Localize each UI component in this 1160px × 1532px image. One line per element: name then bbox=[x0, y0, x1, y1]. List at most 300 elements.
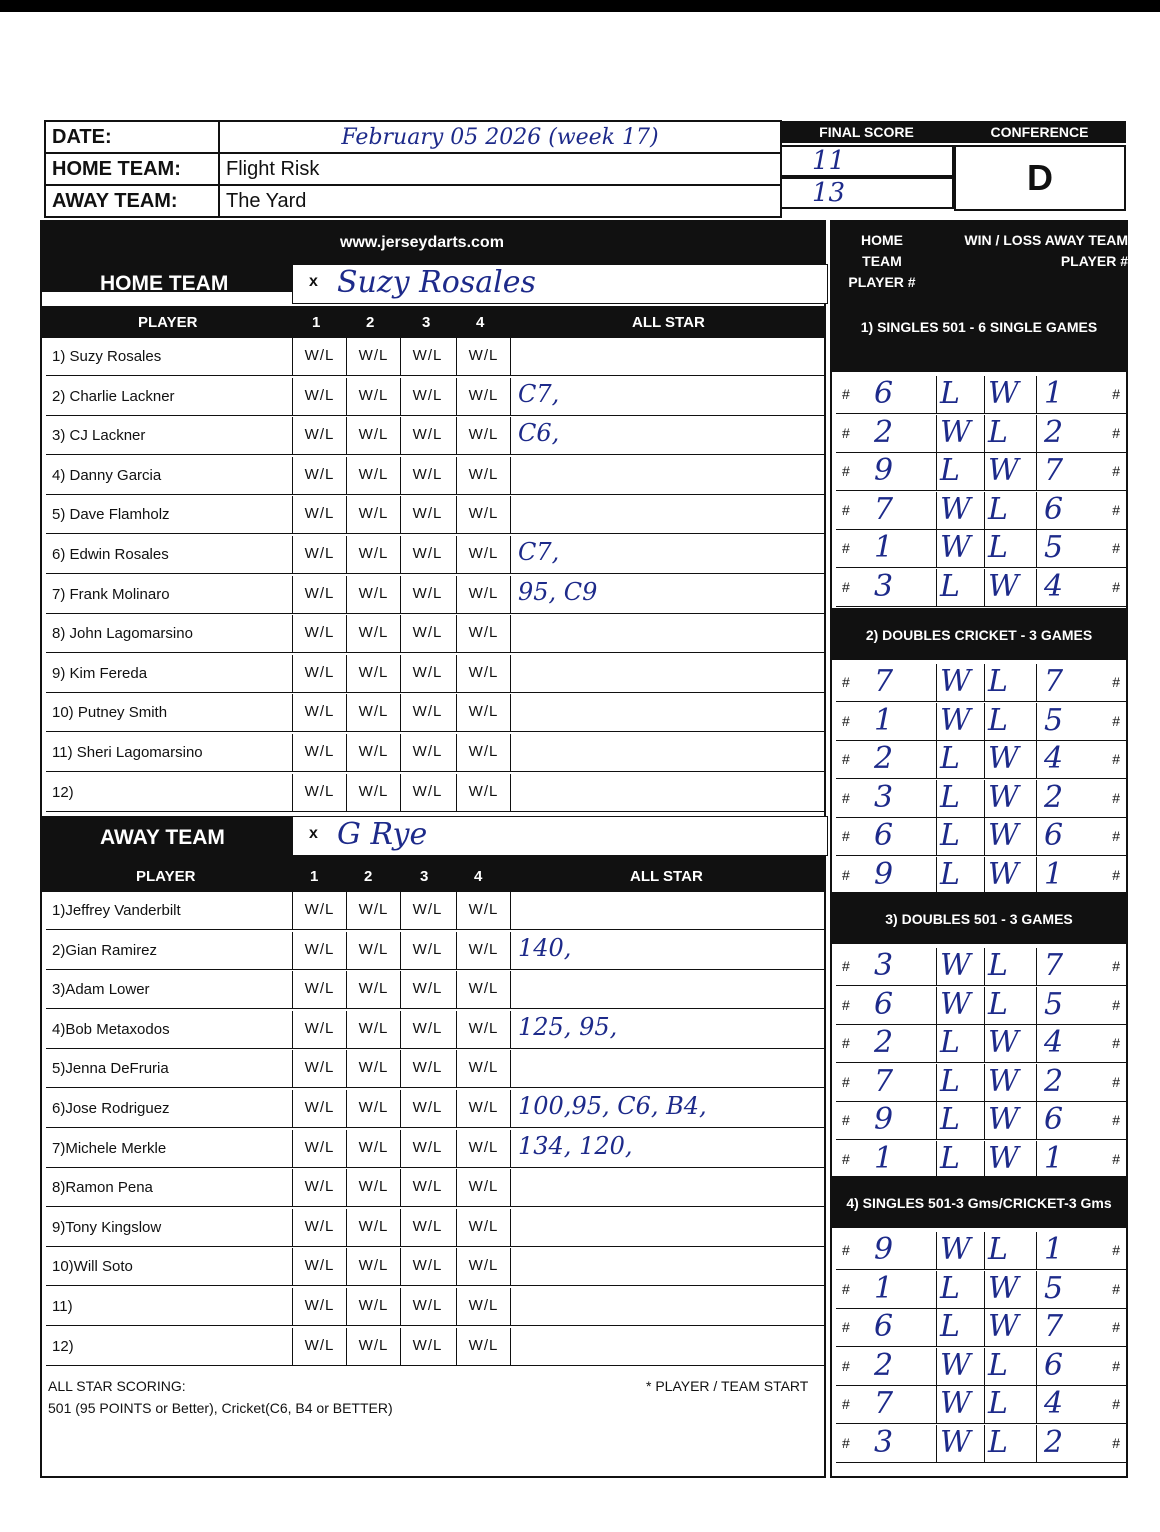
allstar-entry: 140, bbox=[518, 933, 572, 962]
home-result: L bbox=[940, 1270, 960, 1306]
column-divider bbox=[936, 415, 937, 453]
allstar-entry: C7, bbox=[518, 379, 560, 408]
hash-away: # bbox=[1112, 1242, 1120, 1258]
allstar-scoring-rule: 501 (95 POINTS or Better), Cricket(C6, B4 or BETTER) bbox=[48, 1400, 393, 1416]
away-signature-box bbox=[292, 816, 828, 856]
player-name: 11) Sheri Lagomarsino bbox=[52, 744, 203, 761]
away-player-num: 6 bbox=[1044, 491, 1064, 527]
final-score-label: FINAL SCORE bbox=[819, 124, 914, 140]
hash-away: # bbox=[1112, 386, 1120, 402]
home-result: L bbox=[940, 376, 960, 411]
hash-home: # bbox=[842, 1073, 850, 1090]
player-name: 3)Adam Lower bbox=[52, 981, 150, 999]
site-url: www.jerseydarts.com bbox=[340, 234, 504, 251]
game-3-result[interactable]: W/L bbox=[400, 457, 454, 495]
game-4-result[interactable]: W/L bbox=[456, 615, 510, 653]
away-signature: G Rye bbox=[337, 817, 428, 852]
column-divider bbox=[984, 703, 985, 741]
player-name: 4) Danny Garcia bbox=[52, 466, 162, 484]
allstar-divider bbox=[510, 1011, 511, 1049]
game-2-result[interactable]: W/L bbox=[346, 1169, 400, 1207]
column-divider bbox=[984, 376, 985, 414]
game-row bbox=[836, 492, 1126, 530]
column-divider bbox=[936, 453, 937, 491]
game-2-result[interactable]: W/L bbox=[346, 1209, 400, 1247]
game-1-result[interactable]: W/L bbox=[292, 457, 346, 495]
game-2-result[interactable]: W/L bbox=[346, 1011, 400, 1049]
column-divider bbox=[936, 1025, 937, 1063]
game-1-result[interactable]: W/L bbox=[292, 655, 346, 693]
allstar-divider bbox=[510, 417, 511, 455]
game-3-result[interactable]: W/L bbox=[400, 932, 454, 970]
game-4-result[interactable]: W/L bbox=[456, 734, 510, 772]
column-divider bbox=[1036, 948, 1037, 986]
game-1-result[interactable]: W/L bbox=[292, 1288, 346, 1326]
away-result: W bbox=[988, 1102, 1019, 1137]
hash-away: # bbox=[1112, 424, 1120, 441]
home-result: L bbox=[940, 779, 960, 815]
column-divider bbox=[936, 1425, 937, 1463]
column-divider bbox=[1036, 1141, 1037, 1179]
away-player-num: 7 bbox=[1044, 948, 1064, 983]
game-3-result[interactable]: W/L bbox=[400, 1050, 454, 1088]
column-divider bbox=[984, 492, 985, 530]
game-row bbox=[836, 987, 1126, 1025]
home-player-row bbox=[46, 496, 826, 534]
allstar-scoring-title: ALL STAR SCORING: bbox=[48, 1378, 186, 1394]
hash-home: # bbox=[842, 1434, 850, 1451]
home-game-2: 2 bbox=[366, 314, 375, 331]
game-2-result[interactable]: W/L bbox=[346, 496, 400, 534]
game-2-result[interactable]: W/L bbox=[346, 1050, 400, 1088]
home-team-name: Flight Risk bbox=[219, 153, 781, 185]
game-1-result[interactable]: W/L bbox=[292, 378, 346, 416]
column-divider bbox=[984, 780, 985, 818]
game-4-result[interactable]: W/L bbox=[456, 1090, 510, 1128]
home-result: W bbox=[940, 702, 971, 738]
column-divider bbox=[984, 1232, 985, 1270]
game-4-result[interactable]: W/L bbox=[456, 932, 510, 970]
column-divider bbox=[936, 530, 937, 568]
column-divider bbox=[936, 948, 937, 986]
player-name: 12) bbox=[52, 1337, 74, 1355]
game-1-result[interactable]: W/L bbox=[292, 496, 346, 534]
column-divider bbox=[984, 530, 985, 568]
game-1-result[interactable]: W/L bbox=[292, 1169, 346, 1207]
home-result: W bbox=[940, 1424, 971, 1460]
game-4-result[interactable]: W/L bbox=[456, 457, 510, 495]
game-3-result[interactable]: W/L bbox=[400, 734, 454, 772]
game-4-result[interactable]: W/L bbox=[456, 536, 510, 574]
column-divider bbox=[984, 453, 985, 491]
hash-away: # bbox=[1112, 1112, 1120, 1128]
home-player-num: 6 bbox=[874, 986, 894, 1022]
away-game-1: 1 bbox=[310, 868, 319, 885]
game-4-result[interactable]: W/L bbox=[456, 1050, 510, 1088]
away-result: L bbox=[988, 664, 1008, 699]
hash-home: # bbox=[842, 1242, 850, 1258]
column-divider bbox=[936, 1348, 937, 1386]
game-4-result[interactable]: W/L bbox=[456, 1209, 510, 1247]
date-label: DATE: bbox=[45, 121, 219, 153]
column-divider bbox=[984, 1064, 985, 1102]
column-divider bbox=[1036, 857, 1037, 895]
allstar-divider bbox=[510, 734, 511, 772]
away-result: L bbox=[988, 986, 1008, 1022]
game-3-result[interactable]: W/L bbox=[400, 1328, 454, 1366]
game-2-result[interactable]: W/L bbox=[346, 1328, 400, 1366]
column-divider bbox=[1036, 492, 1037, 530]
away-result: W bbox=[988, 1309, 1019, 1344]
conference-label: CONFERENCE bbox=[990, 124, 1089, 140]
game-2-result[interactable]: W/L bbox=[346, 417, 400, 455]
game-1-result[interactable]: W/L bbox=[292, 1130, 346, 1168]
column-divider bbox=[1036, 741, 1037, 779]
win-loss-away-label: WIN / LOSS AWAY TEAM PLAYER # bbox=[964, 232, 1128, 269]
home-result: L bbox=[940, 453, 960, 488]
home-player-num: 1 bbox=[874, 702, 894, 738]
game-1-result[interactable]: W/L bbox=[292, 1011, 346, 1049]
away-sig-x: x bbox=[309, 825, 318, 842]
hash-home: # bbox=[842, 751, 850, 767]
column-divider bbox=[936, 664, 937, 702]
home-player-row bbox=[46, 615, 826, 653]
player-name: 5) Dave Flamholz bbox=[52, 506, 170, 524]
game-row bbox=[836, 1348, 1126, 1386]
home-player-num: 2 bbox=[874, 741, 894, 776]
column-divider bbox=[936, 1141, 937, 1179]
allstar-divider bbox=[510, 378, 511, 416]
away-player-num: 6 bbox=[1044, 1102, 1064, 1137]
away-column-header bbox=[42, 860, 824, 892]
game-3-result[interactable]: W/L bbox=[400, 338, 454, 376]
hash-home: # bbox=[842, 866, 850, 883]
away-result: L bbox=[988, 948, 1008, 983]
game-1-result[interactable]: W/L bbox=[292, 694, 346, 732]
allstar-divider bbox=[510, 496, 511, 534]
game-3-result[interactable]: W/L bbox=[400, 576, 454, 614]
column-divider bbox=[1036, 1386, 1037, 1424]
away-result: W bbox=[988, 568, 1019, 604]
away-player-num: 7 bbox=[1044, 1309, 1064, 1344]
allstar-divider bbox=[510, 1130, 511, 1168]
game-2-result[interactable]: W/L bbox=[346, 378, 400, 416]
game-2-result[interactable]: W/L bbox=[346, 932, 400, 970]
game-4-result[interactable]: W/L bbox=[456, 378, 510, 416]
allstar-entry: C6, bbox=[518, 419, 560, 448]
player-name: 10) Putney Smith bbox=[52, 704, 168, 722]
players-panel bbox=[40, 220, 826, 1478]
away-player-num: 2 bbox=[1044, 1424, 1064, 1460]
away-allstar-col: ALL STAR bbox=[630, 868, 703, 885]
game-3-result[interactable]: W/L bbox=[400, 1130, 454, 1168]
home-player-num: 6 bbox=[874, 818, 894, 853]
player-name: 6)Jose Rodriguez bbox=[52, 1100, 170, 1117]
game-3-result[interactable]: W/L bbox=[400, 496, 454, 534]
column-divider bbox=[936, 741, 937, 779]
column-divider bbox=[1036, 415, 1037, 453]
game-row bbox=[836, 1425, 1126, 1463]
away-player-num: 5 bbox=[1044, 530, 1064, 565]
away-result: W bbox=[988, 1025, 1019, 1060]
game-2-result[interactable]: W/L bbox=[346, 576, 400, 614]
column-divider bbox=[984, 664, 985, 702]
game-3-result[interactable]: W/L bbox=[400, 536, 454, 574]
hash-home: # bbox=[842, 540, 850, 556]
game-2-result[interactable]: W/L bbox=[346, 457, 400, 495]
home-result: W bbox=[940, 491, 971, 527]
game-4-result[interactable]: W/L bbox=[456, 1288, 510, 1326]
hash-home: # bbox=[842, 996, 850, 1013]
game-row bbox=[836, 415, 1126, 453]
game-3-result[interactable]: W/L bbox=[400, 1209, 454, 1247]
column-divider bbox=[936, 987, 937, 1025]
home-team-title: HOME TEAM bbox=[100, 272, 229, 295]
game-1-result[interactable]: W/L bbox=[292, 734, 346, 772]
away-score: 13 bbox=[780, 177, 954, 209]
game-3-result[interactable]: W/L bbox=[400, 1011, 454, 1049]
game-1-result[interactable]: W/L bbox=[292, 932, 346, 970]
game-2-result[interactable]: W/L bbox=[346, 694, 400, 732]
player-name: 4)Bob Metaxodos bbox=[52, 1020, 170, 1038]
home-result: L bbox=[940, 1063, 960, 1099]
away-result: W bbox=[988, 376, 1019, 411]
hash-away: # bbox=[1112, 996, 1120, 1013]
away-player-row bbox=[46, 971, 826, 1009]
game-3-result[interactable]: W/L bbox=[400, 971, 454, 1009]
column-divider bbox=[984, 1386, 985, 1424]
home-player-num: 7 bbox=[874, 664, 894, 699]
column-divider bbox=[1036, 703, 1037, 741]
column-divider bbox=[984, 1141, 985, 1179]
game-1-result[interactable]: W/L bbox=[292, 536, 346, 574]
game-3-result[interactable]: W/L bbox=[400, 417, 454, 455]
player-name: 6) Edwin Rosales bbox=[52, 546, 169, 563]
hash-away: # bbox=[1112, 501, 1120, 518]
home-game-3: 3 bbox=[422, 314, 431, 331]
home-player-num: 9 bbox=[874, 1232, 894, 1267]
home-player-num: 2 bbox=[874, 1347, 894, 1383]
game-2-result[interactable]: W/L bbox=[346, 655, 400, 693]
allstar-divider bbox=[510, 1209, 511, 1247]
game-4-result[interactable]: W/L bbox=[456, 1169, 510, 1207]
games-column-header bbox=[832, 222, 1126, 302]
home-result: L bbox=[940, 1140, 960, 1176]
player-name: 3) CJ Lackner bbox=[52, 427, 146, 445]
home-result: W bbox=[940, 948, 971, 983]
game-3-result[interactable]: W/L bbox=[400, 378, 454, 416]
away-player-row bbox=[46, 892, 826, 930]
game-2-result[interactable]: W/L bbox=[346, 1288, 400, 1326]
hash-home: # bbox=[842, 501, 850, 518]
game-4-result[interactable]: W/L bbox=[456, 1130, 510, 1168]
hash-home: # bbox=[842, 958, 850, 974]
game-1-result[interactable]: W/L bbox=[292, 1050, 346, 1088]
game-row bbox=[836, 703, 1126, 741]
home-signature: Suzy Rosales bbox=[337, 265, 536, 300]
column-divider bbox=[1036, 1271, 1037, 1309]
section-title-2: 2) DOUBLES CRICKET - 3 GAMES bbox=[832, 608, 1126, 660]
away-player-num: 5 bbox=[1044, 1270, 1064, 1306]
game-2-result[interactable]: W/L bbox=[346, 1090, 400, 1128]
game-3-result[interactable]: W/L bbox=[400, 1288, 454, 1326]
column-divider bbox=[984, 569, 985, 607]
hash-home: # bbox=[842, 712, 850, 729]
game-1-result[interactable]: W/L bbox=[292, 615, 346, 653]
home-player-row bbox=[46, 694, 826, 732]
home-result: L bbox=[940, 1025, 960, 1060]
allstar-divider bbox=[510, 1248, 511, 1286]
game-4-result[interactable]: W/L bbox=[456, 496, 510, 534]
home-result: W bbox=[940, 1347, 971, 1383]
game-1-result[interactable]: W/L bbox=[292, 576, 346, 614]
player-name: 7) Frank Molinaro bbox=[52, 585, 170, 603]
away-team-name: The Yard bbox=[219, 185, 781, 217]
allstar-divider bbox=[510, 615, 511, 653]
game-4-result[interactable]: W/L bbox=[456, 1328, 510, 1366]
allstar-divider bbox=[510, 1050, 511, 1088]
game-4-result[interactable]: W/L bbox=[456, 338, 510, 376]
game-2-result[interactable]: W/L bbox=[346, 1130, 400, 1168]
home-player-row bbox=[46, 655, 826, 693]
column-divider bbox=[936, 818, 937, 856]
game-row bbox=[836, 741, 1126, 779]
away-team-title: AWAY TEAM bbox=[100, 826, 225, 849]
column-divider bbox=[936, 376, 937, 414]
away-player-num: 1 bbox=[1044, 376, 1064, 411]
away-player-num: 4 bbox=[1044, 1025, 1064, 1060]
game-4-result[interactable]: W/L bbox=[456, 576, 510, 614]
hash-home: # bbox=[842, 424, 850, 441]
column-divider bbox=[936, 1271, 937, 1309]
home-result: L bbox=[940, 818, 960, 853]
player-name: 7)Michele Merkle bbox=[52, 1139, 167, 1157]
game-4-result[interactable]: W/L bbox=[456, 694, 510, 732]
game-1-result[interactable]: W/L bbox=[292, 1090, 346, 1128]
game-4-result[interactable]: W/L bbox=[456, 971, 510, 1009]
away-player-col: PLAYER bbox=[136, 868, 196, 885]
away-player-row bbox=[46, 1050, 826, 1088]
away-player-num: 1 bbox=[1044, 1232, 1064, 1267]
player-name: 2)Gian Ramirez bbox=[52, 941, 158, 959]
column-divider bbox=[984, 1102, 985, 1140]
game-1-result[interactable]: W/L bbox=[292, 1328, 346, 1366]
away-player-num: 2 bbox=[1044, 414, 1064, 450]
home-result: L bbox=[940, 1309, 960, 1344]
away-player-num: 1 bbox=[1044, 856, 1064, 892]
home-player-row bbox=[46, 338, 826, 376]
game-2-result[interactable]: W/L bbox=[346, 1248, 400, 1286]
game-1-result[interactable]: W/L bbox=[292, 1248, 346, 1286]
home-player-num: 9 bbox=[874, 453, 894, 488]
home-player-col: PLAYER bbox=[138, 314, 198, 331]
game-1-result[interactable]: W/L bbox=[292, 971, 346, 1009]
allstar-divider bbox=[510, 1328, 511, 1366]
section-title-1: 1) SINGLES 501 - 6 SINGLE GAMES bbox=[832, 302, 1126, 372]
game-1-result[interactable]: W/L bbox=[292, 1209, 346, 1247]
column-divider bbox=[1036, 987, 1037, 1025]
game-2-result[interactable]: W/L bbox=[346, 971, 400, 1009]
column-divider bbox=[1036, 1025, 1037, 1063]
away-result: L bbox=[988, 1424, 1008, 1460]
player-name: 8)Ramon Pena bbox=[52, 1179, 153, 1197]
game-row bbox=[836, 530, 1126, 568]
home-team-label: HOME TEAM: bbox=[45, 153, 219, 185]
away-player-num: 6 bbox=[1044, 1347, 1064, 1383]
allstar-entry: 95, C9 bbox=[518, 577, 598, 606]
game-4-result[interactable]: W/L bbox=[456, 1011, 510, 1049]
allstar-divider bbox=[510, 655, 511, 693]
game-4-result[interactable]: W/L bbox=[456, 417, 510, 455]
column-divider bbox=[936, 1386, 937, 1424]
hash-away: # bbox=[1112, 1150, 1120, 1167]
game-row bbox=[836, 664, 1126, 702]
home-result: L bbox=[940, 856, 960, 892]
game-2-result[interactable]: W/L bbox=[346, 892, 400, 930]
game-1-result[interactable]: W/L bbox=[292, 774, 346, 812]
hash-away: # bbox=[1112, 958, 1120, 974]
away-result: W bbox=[988, 856, 1019, 892]
game-4-result[interactable]: W/L bbox=[456, 892, 510, 930]
game-3-result[interactable]: W/L bbox=[400, 1248, 454, 1286]
game-3-result[interactable]: W/L bbox=[400, 655, 454, 693]
hash-home: # bbox=[842, 463, 850, 479]
column-divider bbox=[984, 857, 985, 895]
game-row bbox=[836, 1064, 1126, 1102]
home-signature-box bbox=[292, 264, 828, 304]
home-player-row bbox=[46, 417, 826, 455]
game-1-result[interactable]: W/L bbox=[292, 417, 346, 455]
player-name: 9) Kim Fereda bbox=[52, 664, 148, 682]
player-name: 11) bbox=[52, 1298, 73, 1315]
game-row bbox=[836, 1309, 1126, 1347]
game-2-result[interactable]: W/L bbox=[346, 615, 400, 653]
hash-home: # bbox=[842, 386, 850, 402]
allstar-divider bbox=[510, 338, 511, 376]
home-player-num: 9 bbox=[874, 1102, 894, 1137]
game-4-result[interactable]: W/L bbox=[456, 774, 510, 812]
game-2-result[interactable]: W/L bbox=[346, 734, 400, 772]
column-divider bbox=[936, 1232, 937, 1270]
game-2-result[interactable]: W/L bbox=[346, 774, 400, 812]
home-player-num: 7 bbox=[874, 491, 894, 527]
home-result: W bbox=[940, 1232, 971, 1267]
game-3-result[interactable]: W/L bbox=[400, 694, 454, 732]
game-3-result[interactable]: W/L bbox=[400, 892, 454, 930]
game-4-result[interactable]: W/L bbox=[456, 1248, 510, 1286]
game-3-result[interactable]: W/L bbox=[400, 1169, 454, 1207]
game-4-result[interactable]: W/L bbox=[456, 655, 510, 693]
home-result: W bbox=[940, 530, 971, 565]
home-player-num: 2 bbox=[874, 414, 894, 450]
column-divider bbox=[936, 1102, 937, 1140]
home-player-num: 6 bbox=[874, 376, 894, 411]
home-player-row bbox=[46, 536, 826, 574]
game-3-result[interactable]: W/L bbox=[400, 774, 454, 812]
player-name: 10)Will Soto bbox=[52, 1258, 133, 1276]
game-2-result[interactable]: W/L bbox=[346, 536, 400, 574]
game-1-result[interactable]: W/L bbox=[292, 892, 346, 930]
hash-away: # bbox=[1112, 828, 1120, 844]
column-divider bbox=[1036, 1102, 1037, 1140]
game-2-result[interactable]: W/L bbox=[346, 338, 400, 376]
player-name: 9)Tony Kingslow bbox=[52, 1218, 162, 1236]
game-3-result[interactable]: W/L bbox=[400, 615, 454, 653]
game-3-result[interactable]: W/L bbox=[400, 1090, 454, 1128]
away-game-2: 2 bbox=[364, 868, 373, 885]
away-player-row bbox=[46, 1209, 826, 1247]
game-1-result[interactable]: W/L bbox=[292, 338, 346, 376]
